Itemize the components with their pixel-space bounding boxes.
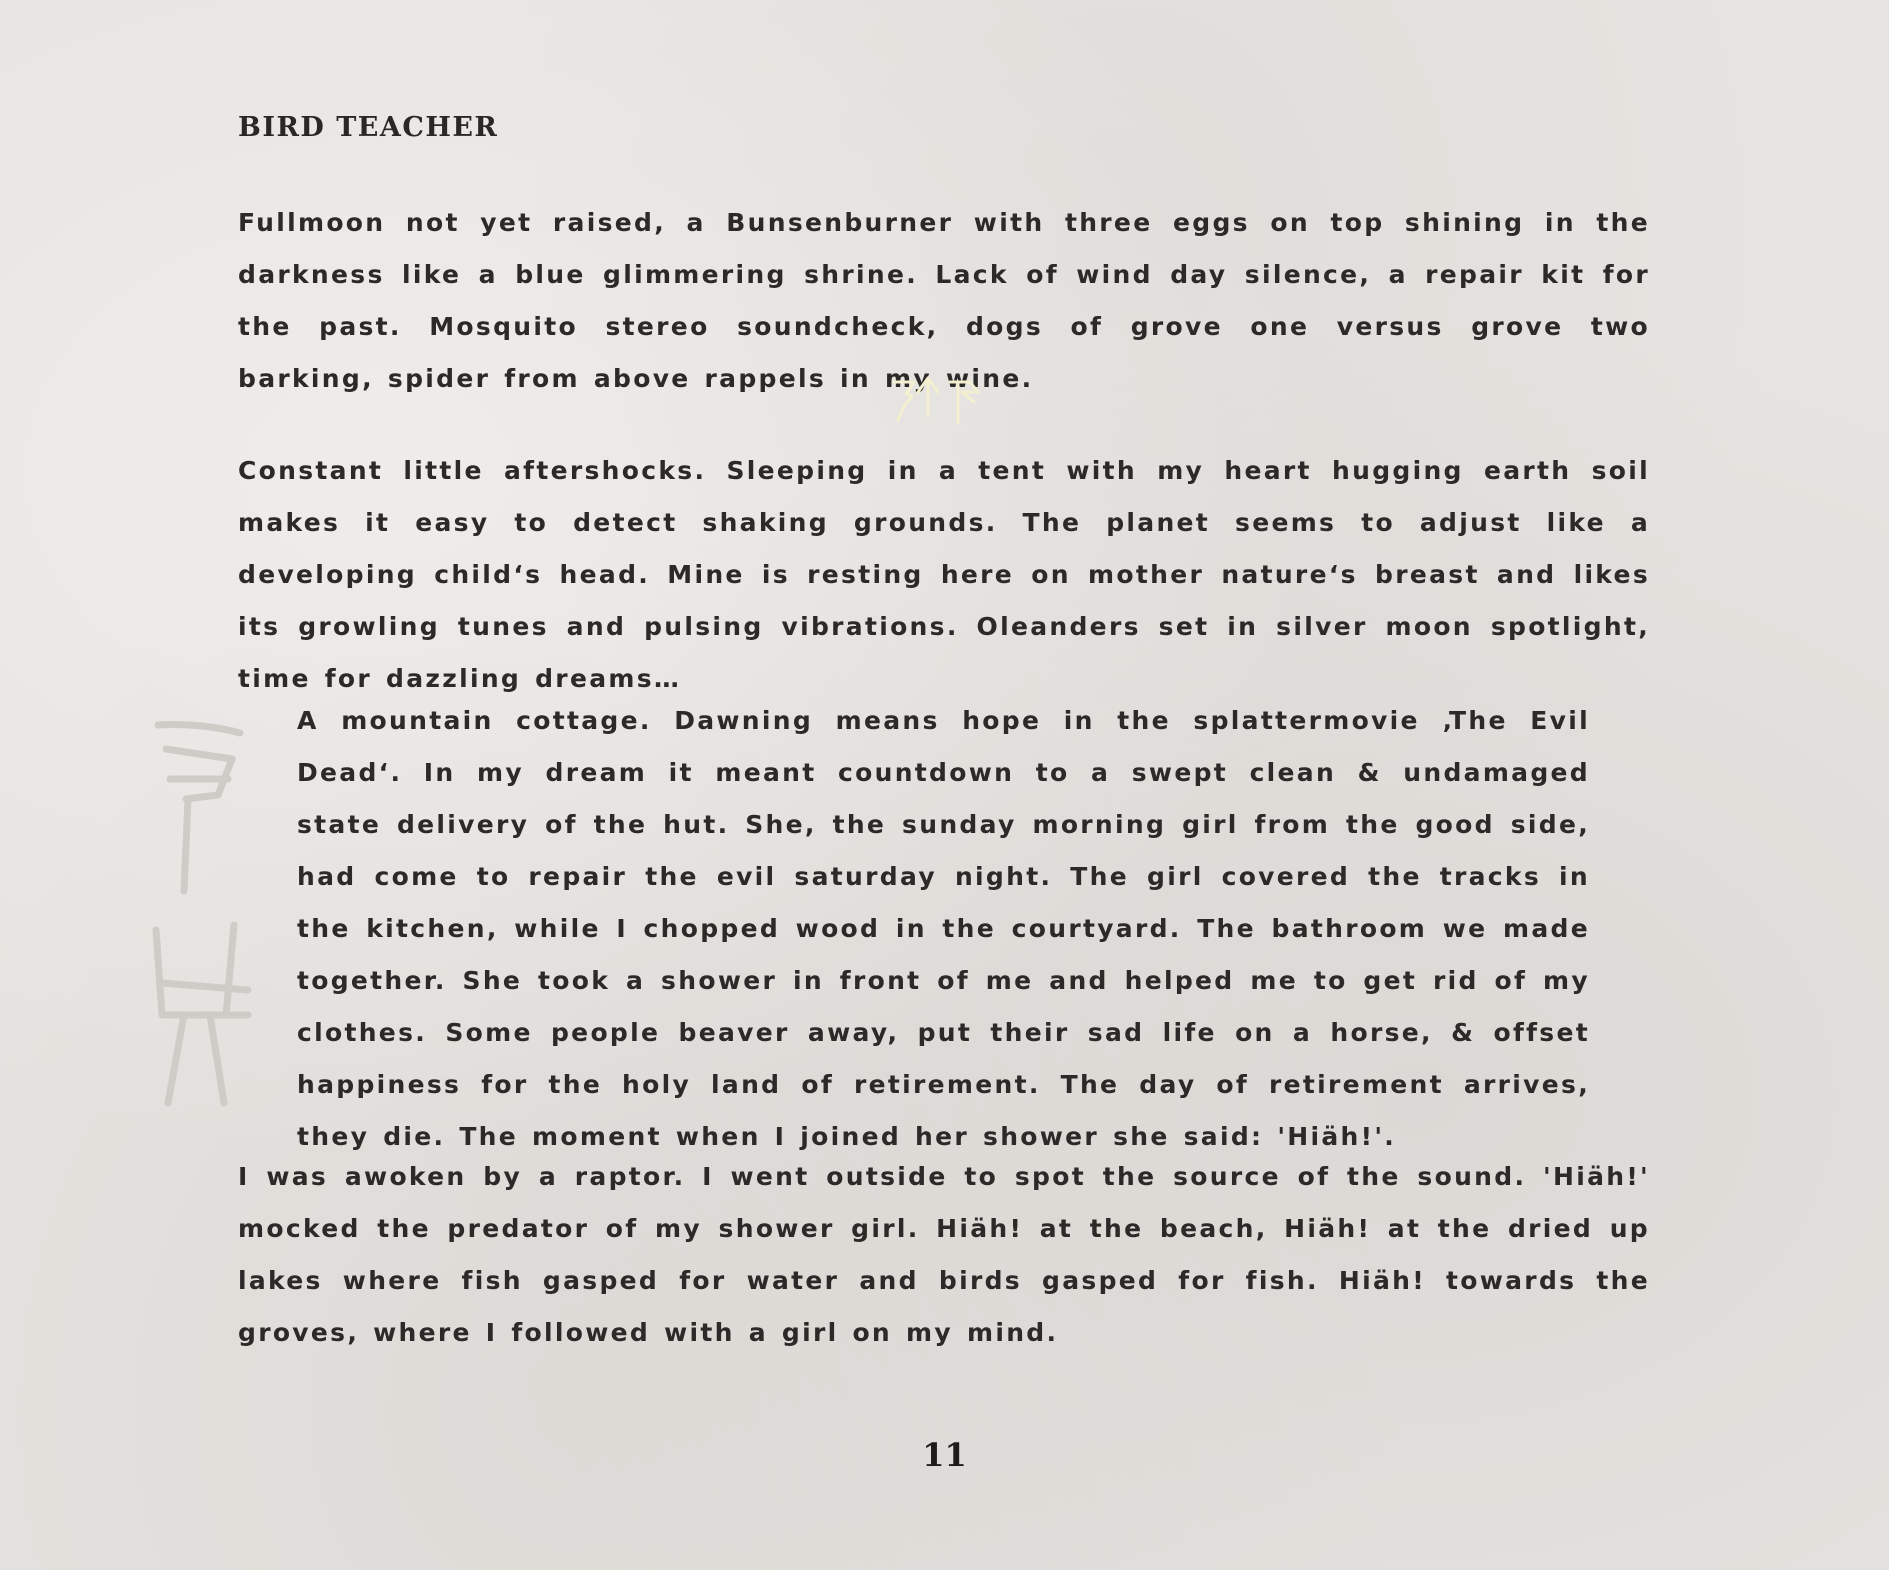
paragraph-2: Constant little aftershocks. Sleeping in a tent with my heart hugging earth soil makes it easy to detect shaking grounds. The planet seems to adjust like a developing child‘s head. Mine is resting here on mother nature‘s breast and likes its growling tunes and pulsing vibrations. Oleanders set in silver moon spotlight, time for dazzling dreams… [238, 456, 1650, 693]
chapter-title: BIRD TEACHER [238, 112, 499, 143]
dream-paragraph: A mountain cottage. Dawning means hope in the splattermovie ‚The Evil Dead‘. In my dream it meant countdown to a swept clean & undamaged state delivery of the hut. She, the sunday morning girl from the good side, had come to repair the evil saturday night. The girl covered the tracks in the kitchen, while I chopped wood in the courtyard. The bathroom we made together. She took a shower in front of me and helped me to get rid of my clothes. Some people beaver away, put their sad life on a horse, & offset happiness for the holy land of retirement. The day of retirement arrives, they die. The moment when I joined her shower she said: 'Hiäh!'. [297, 706, 1590, 1151]
page-number: 11 [922, 1436, 967, 1474]
paragraph-1: Fullmoon not yet raised, a Bunsenburner with three eggs on top shining in the darkness like a blue glimmering shrine. Lack of wind day silence, a repair kit for the past. Mosquito stereo soundcheck, dogs of grove one versus grove two barking, spider from above rappels in my wine. [238, 208, 1650, 393]
paragraph-4: I was awoken by a raptor. I went outside to spot the source of the sound. 'Hiäh!' mocked the predator of my shower girl. Hiäh! at the beach, Hiäh! at the dried up lakes where fish gasped for water and birds gasped for fish. Hiäh! towards the groves, where I followed with a girl on my mind. [238, 1162, 1650, 1347]
glyph-watermark-icon [148, 715, 268, 1110]
glyph-ornament-icon [888, 372, 1004, 430]
